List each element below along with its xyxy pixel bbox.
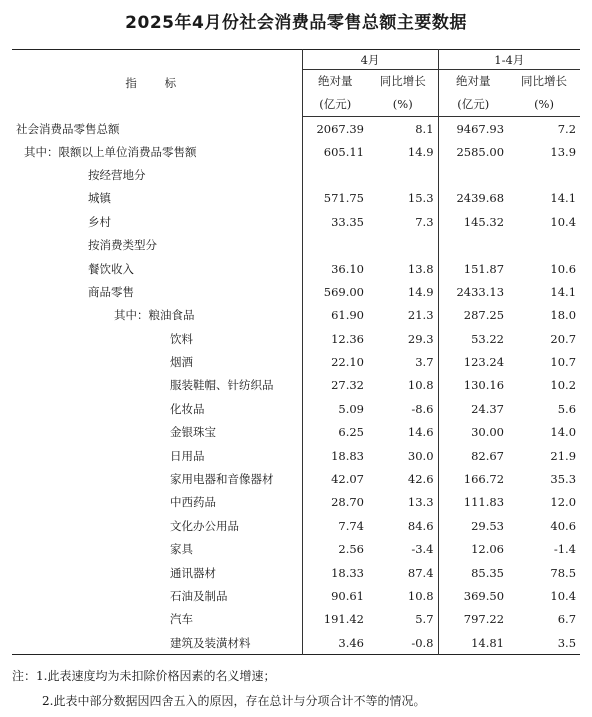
cell-ytd-value: 85.35 <box>471 565 505 580</box>
table-row <box>12 374 580 397</box>
cell-apr-value: 569.00 <box>323 284 364 299</box>
unit-apr-growth: (%) <box>368 93 438 117</box>
cell-ytd-growth <box>508 233 580 256</box>
row-label: 烟酒 <box>12 350 302 373</box>
cell-apr-growth: 21.3 <box>368 304 438 327</box>
cell-apr-growth: 10.8 <box>368 584 438 607</box>
cell-apr-growth <box>368 233 438 256</box>
col-header-apr-value: 绝对量 <box>318 74 353 89</box>
cell-ytd-growth: 14.1 <box>550 191 577 206</box>
cell-apr-value: 7.74 <box>338 518 364 533</box>
cell-ytd-value: 166.72 <box>463 472 505 487</box>
cell-ytd-growth: 10.4 <box>550 589 577 603</box>
unit-ytd-growth: (%) <box>508 93 580 117</box>
row-label: 其中：限额以上单位消费品零售额 <box>12 140 302 163</box>
cell-ytd-growth: 14.1 <box>550 284 577 299</box>
cell-ytd-growth: 13.9 <box>550 144 577 159</box>
table-row <box>12 584 580 607</box>
row-label: 金银珠宝 <box>12 421 302 444</box>
cell-ytd-growth: 5.6 <box>557 401 577 416</box>
cell-ytd-value: 130.16 <box>463 378 505 393</box>
cell-apr-growth: 30.0 <box>368 444 438 467</box>
cell-ytd-growth: 78.5 <box>550 565 577 580</box>
retail-sales-table <box>12 49 580 655</box>
cell-apr-growth: 7.3 <box>368 210 438 233</box>
row-label: 城镇 <box>12 187 302 210</box>
header-row-group <box>12 50 580 70</box>
table-row <box>12 233 580 256</box>
row-label: 按消费类型分 <box>12 233 302 256</box>
cell-ytd-growth: -1.4 <box>553 542 577 557</box>
cell-apr-value: 90.61 <box>331 589 364 603</box>
cell-ytd-value: 12.06 <box>471 542 505 557</box>
col-header-apr-growth: 同比增长 <box>368 70 438 93</box>
cell-ytd-growth: 3.5 <box>557 635 577 650</box>
row-label: 文化办公用品 <box>12 514 302 537</box>
note-1: 注：1.此表速度均为未扣除价格因素的名义增速； <box>12 669 276 683</box>
cell-ytd-value: 82.67 <box>471 448 505 463</box>
row-label: 商品零售 <box>12 280 302 303</box>
col-header-ytd-value: 绝对量 <box>456 74 491 89</box>
cell-apr-growth <box>368 163 438 186</box>
table-row <box>12 163 580 186</box>
row-label: 中西药品 <box>12 491 302 514</box>
cell-apr-value <box>302 163 368 186</box>
cell-ytd-growth: 10.4 <box>550 214 577 229</box>
table-row <box>12 444 580 467</box>
cell-apr-value: 605.11 <box>323 144 364 159</box>
cell-ytd-value: 287.25 <box>463 308 505 323</box>
row-label: 其中：粮油食品 <box>12 304 302 327</box>
cell-ytd-value: 369.50 <box>463 589 505 603</box>
table-row <box>12 421 580 444</box>
cell-ytd-growth: 10.7 <box>550 355 577 370</box>
cell-ytd-value: 24.37 <box>471 401 505 416</box>
cell-apr-value: 6.25 <box>338 425 364 440</box>
cell-ytd-growth <box>508 163 580 186</box>
cell-apr-value: 36.10 <box>331 261 364 276</box>
row-label: 石油及制品 <box>12 584 302 607</box>
cell-apr-growth: 42.6 <box>368 467 438 490</box>
cell-ytd-value: 29.53 <box>471 518 505 533</box>
cell-ytd-growth: 35.3 <box>550 472 577 487</box>
cell-apr-growth: -3.4 <box>368 538 438 561</box>
cell-ytd-growth: 10.6 <box>550 261 577 276</box>
cell-ytd-value: 151.87 <box>463 261 505 276</box>
table-row <box>12 304 580 327</box>
cell-ytd-growth: 40.6 <box>550 518 577 533</box>
row-label: 按经营地分 <box>12 163 302 186</box>
table-row <box>12 280 580 303</box>
cell-apr-growth: 8.1 <box>368 117 438 140</box>
row-label: 乡村 <box>12 210 302 233</box>
cell-apr-growth: 84.6 <box>368 514 438 537</box>
table-row <box>12 467 580 490</box>
table-row <box>12 117 580 140</box>
cell-ytd-value <box>438 233 508 256</box>
row-label: 服装鞋帽、针纺织品 <box>12 374 302 397</box>
row-label: 汽车 <box>12 608 302 631</box>
cell-apr-value: 28.70 <box>331 495 364 510</box>
cell-apr-growth: 14.9 <box>368 280 438 303</box>
cell-ytd-growth: 14.0 <box>550 425 577 440</box>
cell-apr-value: 22.10 <box>331 355 364 370</box>
table-row <box>12 257 580 280</box>
cell-ytd-value: 2585.00 <box>456 144 505 159</box>
cell-apr-value: 42.07 <box>331 472 364 487</box>
cell-ytd-value: 145.32 <box>463 214 505 229</box>
cell-ytd-growth: 12.0 <box>550 495 577 510</box>
cell-apr-value: 12.36 <box>331 331 364 346</box>
cell-apr-growth: 14.6 <box>368 421 438 444</box>
cell-apr-value: 18.83 <box>331 448 364 463</box>
cell-ytd-value: 123.24 <box>463 355 505 370</box>
cell-ytd-growth: 20.7 <box>550 331 577 346</box>
cell-apr-value: 5.09 <box>338 401 364 416</box>
cell-ytd-value: 2439.68 <box>456 191 505 206</box>
cell-apr-value <box>302 233 368 256</box>
row-label: 家用电器和音像器材 <box>12 467 302 490</box>
row-label: 建筑及装潢材料 <box>12 631 302 654</box>
cell-apr-growth: 10.8 <box>368 374 438 397</box>
cell-ytd-value: 111.83 <box>463 495 505 510</box>
cell-apr-growth: 14.9 <box>368 140 438 163</box>
cell-ytd-value: 30.00 <box>471 425 505 440</box>
table-row <box>12 514 580 537</box>
cell-apr-growth: 3.7 <box>368 350 438 373</box>
cell-apr-value: 191.42 <box>323 612 364 627</box>
table-row <box>12 538 580 561</box>
table-row <box>12 210 580 233</box>
cell-ytd-growth: 18.0 <box>550 308 577 323</box>
cell-apr-value: 571.75 <box>323 191 364 206</box>
row-label: 日用品 <box>12 444 302 467</box>
row-label: 家具 <box>12 538 302 561</box>
table-row <box>12 561 580 584</box>
cell-ytd-growth: 21.9 <box>550 448 577 463</box>
unit-apr-value: (亿元) <box>302 93 368 117</box>
cell-apr-growth: 5.7 <box>368 608 438 631</box>
table-row <box>12 608 580 631</box>
table-row <box>12 631 580 654</box>
cell-ytd-value: 9467.93 <box>456 122 505 137</box>
row-label: 社会消费品零售总额 <box>12 117 302 140</box>
cell-ytd-growth: 6.7 <box>557 612 577 627</box>
row-label: 通讯器材 <box>12 561 302 584</box>
indicator-header: 指 标 <box>12 50 302 117</box>
cell-apr-growth: 13.3 <box>368 491 438 514</box>
cell-apr-growth: 29.3 <box>368 327 438 350</box>
cell-apr-growth: -0.8 <box>368 631 438 654</box>
table-row <box>12 327 580 350</box>
col-header-ytd-growth: 同比增长 <box>521 74 568 89</box>
cell-ytd-value: 53.22 <box>471 331 505 346</box>
cell-apr-value: 3.46 <box>338 635 364 650</box>
cell-apr-growth: -8.6 <box>368 397 438 420</box>
cell-apr-growth: 87.4 <box>368 561 438 584</box>
cell-apr-value: 33.35 <box>331 214 364 229</box>
table-row <box>12 350 580 373</box>
cell-ytd-value: 14.81 <box>471 635 505 650</box>
cell-apr-growth: 15.3 <box>368 187 438 210</box>
unit-ytd-value: (亿元) <box>438 93 508 117</box>
group-header-april: 4月 <box>302 50 438 70</box>
cell-ytd-value: 797.22 <box>463 612 505 627</box>
row-label: 饮料 <box>12 327 302 350</box>
cell-apr-growth: 13.8 <box>368 257 438 280</box>
table-row <box>12 397 580 420</box>
note-2: 2.此表中部分数据因四舍五入的原因，存在总计与分项合计不等的情况。 <box>42 694 426 708</box>
group-header-ytd: 1-4月 <box>438 50 580 70</box>
table-row <box>12 140 580 163</box>
cell-apr-value: 61.90 <box>331 308 364 323</box>
cell-apr-value: 18.33 <box>331 565 364 580</box>
table-row <box>12 491 580 514</box>
row-label: 餐饮收入 <box>12 257 302 280</box>
table-row <box>12 187 580 210</box>
cell-apr-value: 27.32 <box>331 378 364 393</box>
cell-ytd-value <box>438 163 508 186</box>
cell-ytd-value: 2433.13 <box>456 284 505 299</box>
cell-apr-value: 2.56 <box>338 542 364 557</box>
cell-apr-value: 2067.39 <box>316 122 364 137</box>
cell-ytd-growth: 7.2 <box>557 122 577 137</box>
row-label: 化妆品 <box>12 397 302 420</box>
table-title: 2025年4月份社会消费品零售总额主要数据 <box>125 13 467 33</box>
cell-ytd-growth: 10.2 <box>550 378 577 393</box>
